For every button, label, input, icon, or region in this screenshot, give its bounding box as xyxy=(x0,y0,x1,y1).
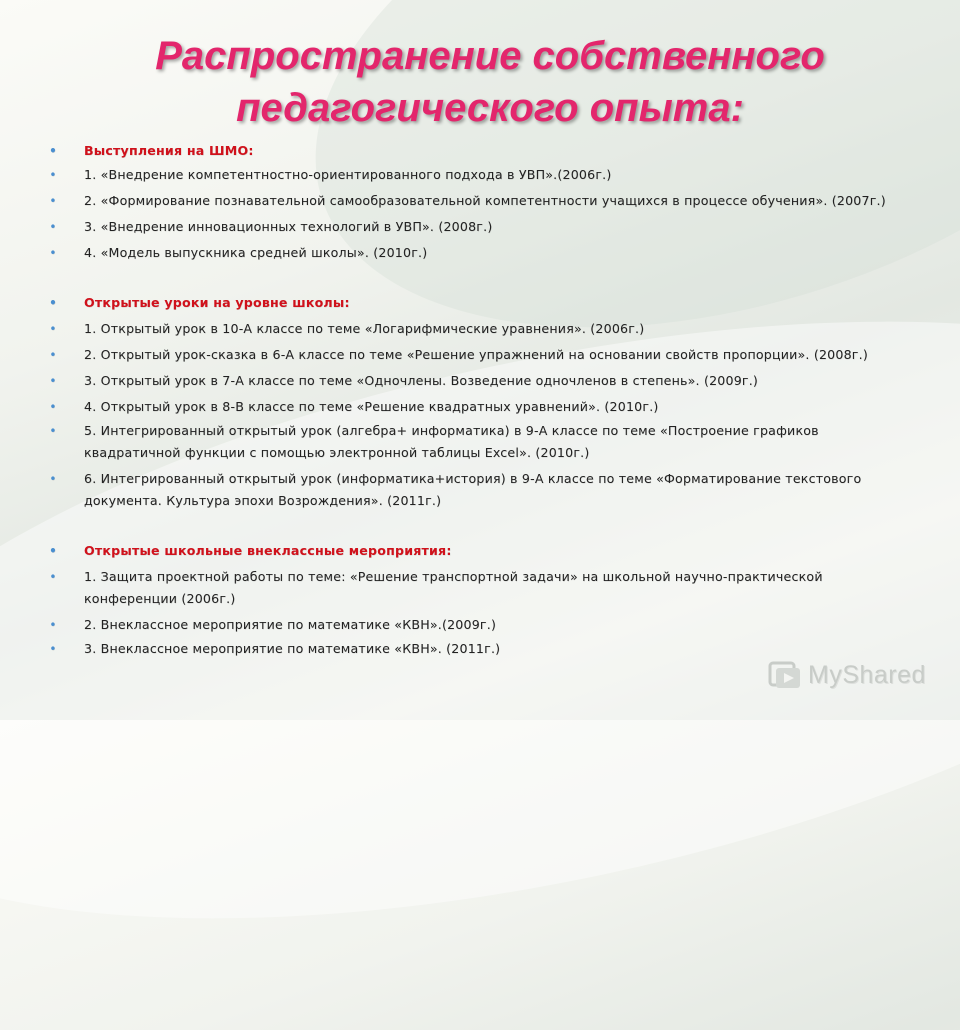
list-item-text: 4. Открытый урок в 8-В классе по теме «Решение квадратных уравнений». (2010г.) xyxy=(84,399,659,414)
bullet-icon: • xyxy=(49,348,57,362)
bullet-icon: • xyxy=(49,544,57,558)
bullet-icon: • xyxy=(49,400,57,414)
bullet-icon: • xyxy=(49,374,57,388)
section-heading-text: Выступления на ШМО: xyxy=(84,143,254,158)
list-item xyxy=(46,344,916,366)
bullet-icon: • xyxy=(49,168,57,182)
bullet-icon: • xyxy=(49,144,57,158)
bullet-icon: • xyxy=(49,618,57,632)
list-item xyxy=(46,370,916,392)
list-item xyxy=(46,190,916,212)
list-item xyxy=(46,396,916,418)
slide-title xyxy=(60,30,920,134)
myshared-logo-icon xyxy=(768,658,802,692)
list-item xyxy=(46,420,916,464)
list-item-text: 1. Открытый урок в 10-А классе по теме «Логарифмические уравнения». (2006г.) xyxy=(84,321,645,336)
bullet-icon: • xyxy=(49,424,57,438)
list-item xyxy=(46,468,916,512)
list-item-text: 2. Внеклассное мероприятие по математике «КВН».(2009г.) xyxy=(84,617,497,632)
section-heading-text: Открытые уроки на уровне школы: xyxy=(84,295,350,310)
list-item-text: 3. Открытый урок в 7-А классе по теме «Одночлены. Возведение одночленов в степень». (2009г.) xyxy=(84,373,759,388)
bullet-icon: • xyxy=(49,570,57,584)
list-item xyxy=(46,164,916,186)
section-heading-extracurricular xyxy=(46,540,916,562)
section-heading-shmo xyxy=(46,140,916,162)
list-item-text: 5. Интегрированный открытый урок (алгебра+ информатика) в 9-А классе по теме «Построение графиков квадратичной функции с помощью электронной таблицы Excel». (2010г.) xyxy=(84,423,819,460)
bullet-icon: • xyxy=(49,642,57,656)
bullet-icon: • xyxy=(49,322,57,336)
list-item xyxy=(46,216,916,238)
slide-title-line-2: педагогического опыта: xyxy=(236,86,744,130)
list-item-text: 6. Интегрированный открытый урок (информатика+история) в 9-А классе по теме «Форматирование текстового документа. Культура эпохи Возрождения». (2011г.) xyxy=(84,471,862,508)
list-item-text: 2. «Формирование познавательной самообразовательной компетентности учащихся в процессе обучения». (2007г.) xyxy=(84,193,886,208)
list-item-text: 3. «Внедрение инновационных технологий в УВП». (2008г.) xyxy=(84,219,493,234)
list-item-text: 3. Внеклассное мероприятие по математике «КВН». (2011г.) xyxy=(84,641,501,656)
bullet-icon: • xyxy=(49,220,57,234)
slide-title-line-1: Распространение собственного xyxy=(155,34,825,78)
list-item-text: 1. «Внедрение компетентностно-ориентированного подхода в УВП».(2006г.) xyxy=(84,167,612,182)
bullet-icon: • xyxy=(49,472,57,486)
section-heading-text: Открытые школьные внеклассные мероприятия: xyxy=(84,543,452,558)
list-item xyxy=(46,614,916,636)
list-item xyxy=(46,318,916,340)
list-item-text: 2. Открытый урок-сказка в 6-А классе по теме «Решение упражнений на основании свойств пропорции». (2008г.) xyxy=(84,347,868,362)
watermark-text: MyShared xyxy=(808,660,926,689)
watermark-logo xyxy=(768,656,926,694)
list-item-text: 4. «Модель выпускника средней школы». (2010г.) xyxy=(84,245,428,260)
bullet-icon: • xyxy=(49,246,57,260)
list-item xyxy=(46,242,916,264)
list-item xyxy=(46,566,916,610)
section-heading-open-lessons xyxy=(46,292,916,314)
list-item-text: 1. Защита проектной работы по теме: «Решение транспортной задачи» на школьной научно-практической конференции (2006г.) xyxy=(84,569,823,606)
bullet-icon: • xyxy=(49,194,57,208)
bullet-icon: • xyxy=(49,296,57,310)
